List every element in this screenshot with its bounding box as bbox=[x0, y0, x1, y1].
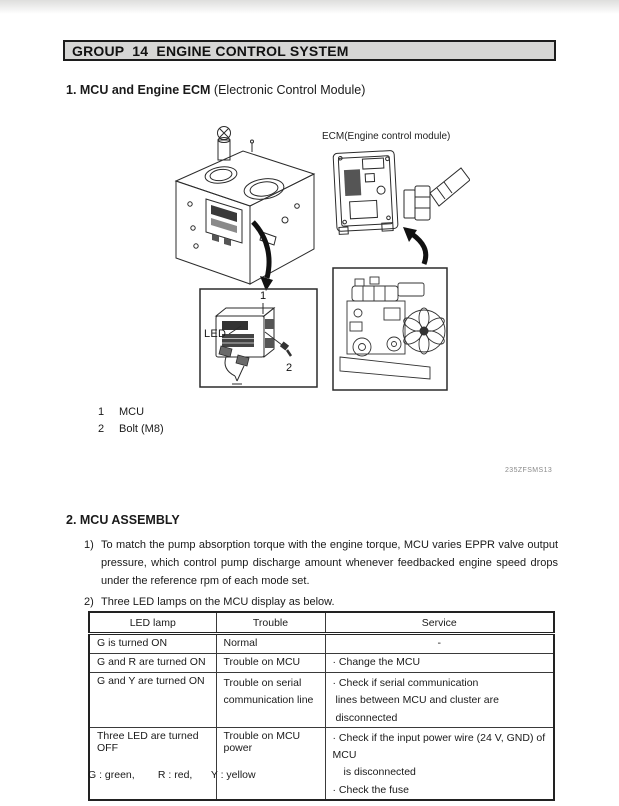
cell-led: Three LED are turned OFF bbox=[89, 727, 216, 800]
paragraph-1 bbox=[84, 536, 558, 591]
engine-drawing bbox=[333, 268, 447, 390]
cell-service: · Check if the input power wire (24 V, GND) of MCU is disconnected · Check the fuse bbox=[325, 727, 554, 800]
cell-service: · Change the MCU bbox=[325, 654, 554, 673]
cell-led: G and R are turned ON bbox=[89, 654, 216, 673]
section2-title: 2. MCU ASSEMBLY bbox=[66, 513, 180, 527]
tank-drawing bbox=[176, 127, 314, 285]
callout-2: 2 bbox=[285, 362, 293, 374]
cell-service: · Check if serial communication lines between MCU and cluster are disconnected bbox=[325, 673, 554, 728]
col-header-trouble: Trouble bbox=[216, 612, 325, 634]
cell-service: - bbox=[325, 634, 554, 654]
color-key-yellow: Y : yellow bbox=[210, 769, 256, 781]
ecm-drawing bbox=[333, 150, 470, 234]
table-row bbox=[89, 634, 554, 654]
legend-num: 1 bbox=[98, 405, 105, 418]
legend-item-mcu bbox=[98, 403, 164, 420]
legend-num: 2 bbox=[98, 422, 105, 435]
scan-edge-shadow bbox=[0, 0, 619, 14]
table-header-row bbox=[89, 612, 554, 634]
section1-title bbox=[66, 83, 365, 97]
color-key-green: G : green, bbox=[88, 769, 135, 781]
ecm-diagram-label: ECM(Engine control module) bbox=[322, 131, 451, 142]
cell-led: G is turned ON bbox=[89, 634, 216, 654]
table-row bbox=[89, 654, 554, 673]
section1-title-plain: (Electronic Control Module) bbox=[210, 83, 366, 97]
paragraph-1-text: To match the pump absorption torque with the engine torque, MCU varies EPPR valve output pressure, which control pump discharge amount whenever feedbacked engine speed drops under the reference rpm of each mode set. bbox=[101, 539, 558, 588]
legend-label: MCU bbox=[119, 405, 145, 418]
led-label: LED bbox=[204, 328, 227, 340]
figure-code: 235ZFSMS13 bbox=[505, 467, 553, 474]
cell-trouble: Trouble on serial communication line bbox=[216, 673, 325, 728]
paragraph-1-number: 1) bbox=[84, 539, 94, 551]
group-header-bar bbox=[63, 40, 556, 61]
parts-legend bbox=[98, 403, 164, 437]
arrow-up-icon bbox=[403, 227, 426, 264]
cell-trouble: Trouble on MCU bbox=[216, 654, 325, 673]
cell-trouble: Normal bbox=[216, 634, 325, 654]
legend-item-bolt bbox=[98, 420, 164, 437]
cell-trouble: Trouble on MCU power bbox=[216, 727, 325, 800]
color-key-red: R : red, bbox=[157, 769, 193, 781]
paragraph-2-number: 2) bbox=[84, 596, 94, 608]
col-header-service: Service bbox=[325, 612, 554, 634]
callout-1: 1 bbox=[259, 290, 267, 302]
color-key bbox=[88, 769, 256, 781]
paragraph-2-text: Three LED lamps on the MCU display as below. bbox=[101, 596, 335, 608]
col-header-led-lamp: LED lamp bbox=[89, 612, 216, 634]
legend-label: Bolt (M8) bbox=[119, 422, 164, 435]
group-header-title: GROUP 14 ENGINE CONTROL SYSTEM bbox=[72, 42, 349, 59]
table-row bbox=[89, 727, 554, 800]
paragraph-2 bbox=[84, 593, 558, 611]
section1-title-bold: 1. MCU and Engine ECM bbox=[66, 83, 211, 97]
mcu-ecm-diagram bbox=[150, 120, 470, 410]
table-row bbox=[89, 673, 554, 728]
cell-led: G and Y are turned ON bbox=[89, 673, 216, 728]
